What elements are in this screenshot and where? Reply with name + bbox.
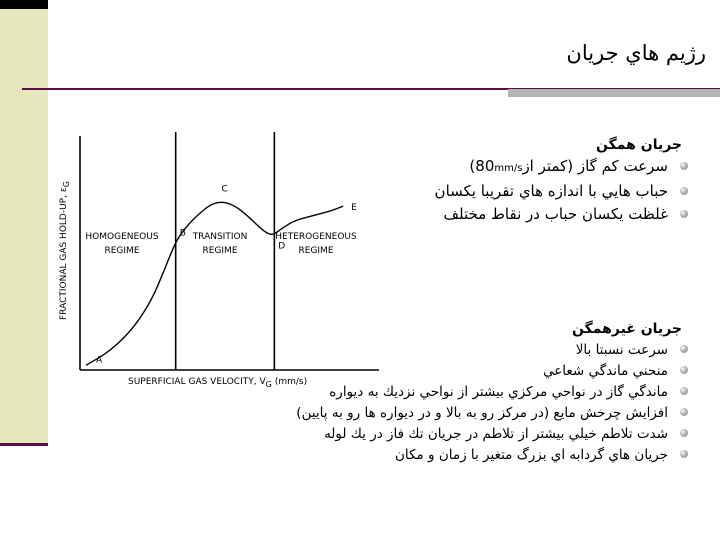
- regime-transition-line2: REGIME: [202, 246, 238, 256]
- point-label-a: A: [96, 355, 103, 366]
- item-text: ماندگي گاز در نواحي مركزي بيشتر از نواحي نزديك به ديواره: [329, 384, 668, 400]
- item-text: غلظت يكسان حباب در نقاط مختلف: [443, 205, 668, 223]
- left-decor-bar-top: [0, 0, 48, 9]
- list-item: [208, 404, 668, 422]
- regime-homogeneous-line2: REGIME: [104, 246, 140, 256]
- left-decor-bar: [0, 0, 48, 445]
- homogeneous-heading: جريان همگن: [596, 137, 682, 153]
- list-item: [406, 182, 668, 201]
- slide-title: رژيم هاي جريان: [566, 41, 706, 65]
- list-item: [208, 341, 668, 359]
- bullet-icon: [680, 387, 688, 395]
- list-item: [406, 205, 668, 224]
- item-text: افزايش چرخش مايع (در مركز رو به بالا و در ديواره ها رو به پايين): [296, 405, 668, 421]
- y-axis-label-sub: G: [62, 181, 71, 188]
- y-axis-label: [59, 181, 71, 320]
- x-axis-label-main: SUPERFICIAL GAS VELOCITY, V: [128, 377, 266, 387]
- point-label-b: B: [179, 228, 186, 239]
- heterogeneous-list: [208, 341, 668, 464]
- item-text: شدت تلاطم خيلي بيشتر از تلاطم در جريان تك فاز در يك لوله: [324, 426, 668, 442]
- homogeneous-list: [406, 157, 668, 224]
- regime-heterogeneous-line1: HETEROGENEOUS: [275, 232, 357, 242]
- heterogeneous-panel: [208, 319, 682, 467]
- heterogeneous-heading: جريان غيرهمگن: [572, 321, 682, 337]
- list-item: [208, 383, 668, 401]
- item-unit: mm/s: [494, 163, 523, 174]
- x-axis-label-sub: G: [265, 380, 272, 389]
- regime-transition-line1: TRANSITION: [192, 232, 248, 242]
- homogeneous-panel: [406, 135, 682, 228]
- bullet-icon: [680, 408, 688, 416]
- left-decor-bar-bottom: [0, 443, 48, 446]
- bullet-icon: [680, 162, 688, 170]
- item-text: جريان هاي گردابه اي بزرگ متغير با زمان و مكان: [395, 447, 668, 463]
- item-text: سرعت نسبتا بالا: [575, 342, 668, 358]
- list-item: [208, 362, 668, 380]
- point-label-e: E: [351, 203, 357, 214]
- regime-homogeneous-line1: HOMOGENEOUS: [85, 232, 159, 242]
- bullet-icon: [680, 429, 688, 437]
- point-label-d: D: [278, 241, 286, 252]
- list-item: [406, 157, 668, 178]
- item-text-post: ): [469, 157, 476, 175]
- y-axis-label-main: FRACTIONAL GAS HOLD-UP, ε: [59, 187, 69, 320]
- point-label-c: C: [221, 184, 228, 195]
- bullet-icon: [680, 187, 688, 195]
- bullet-icon: [680, 450, 688, 458]
- list-item: [208, 446, 668, 464]
- item-text-pre: سرعت كم گاز (كمتر از80: [475, 157, 668, 175]
- regime-heterogeneous-line2: REGIME: [298, 246, 334, 256]
- title-rule-accent: [508, 89, 720, 97]
- x-axis-label-unit: (mm/s): [274, 377, 308, 387]
- bullet-icon: [680, 210, 688, 218]
- list-item: [208, 425, 668, 443]
- item-text: منحني ماندگي شعاعي: [542, 363, 668, 379]
- bullet-icon: [680, 345, 688, 353]
- bullet-icon: [680, 366, 688, 374]
- item-text: حباب هايي با اندازه هاي تقريبا يكسان: [434, 182, 668, 200]
